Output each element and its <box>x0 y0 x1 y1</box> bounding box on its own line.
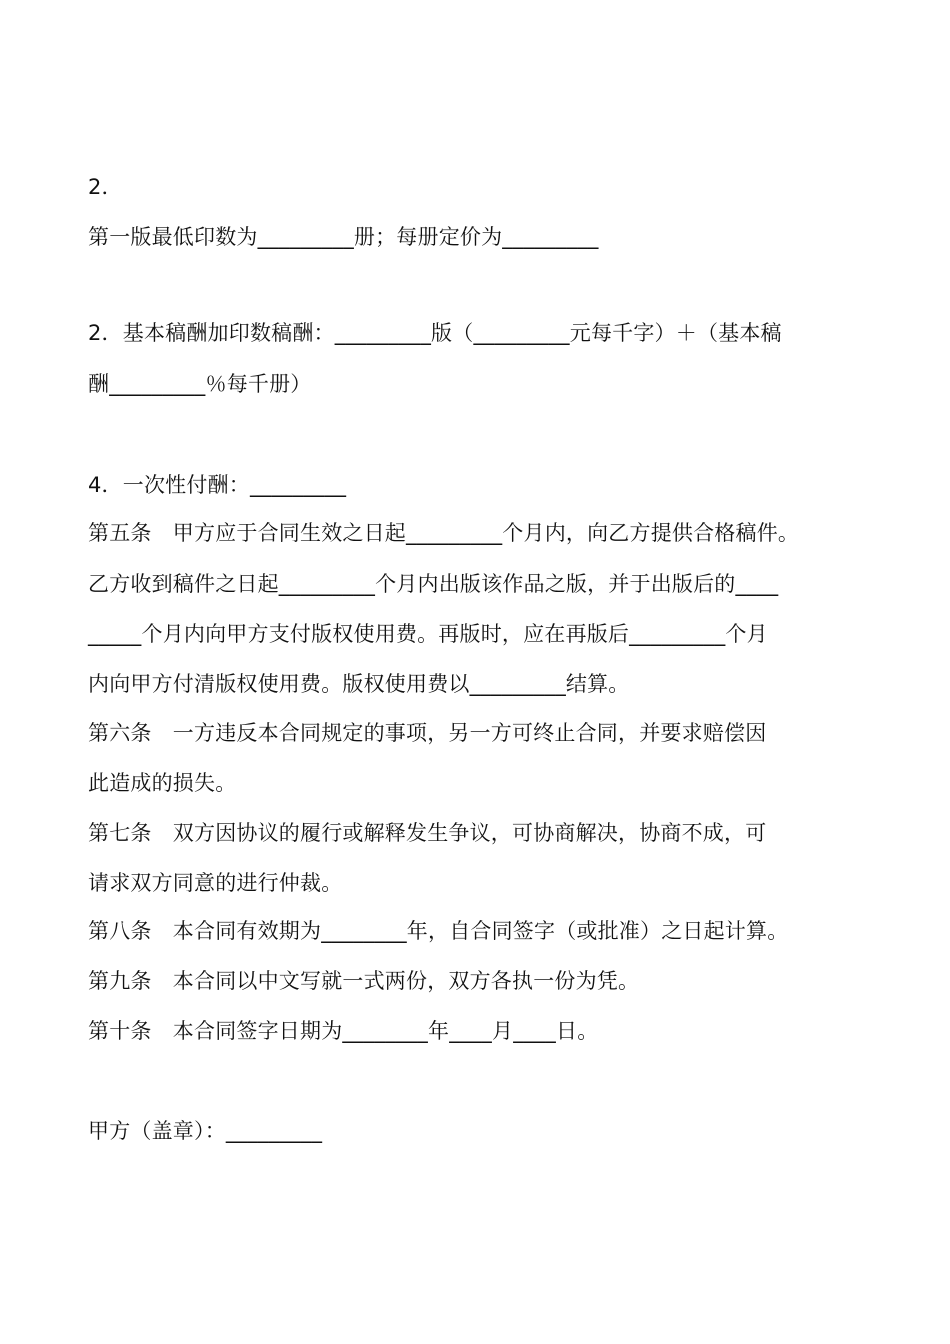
article-6-line-2: 此造成的损失。 <box>88 771 237 795</box>
lump-sum-payment-line: 4．一次性付酬：_________ <box>88 473 347 497</box>
article-7-line-1: 第七条 双方因协议的履行或解释发生争议，可协商解决，协商不成，可 <box>88 821 767 845</box>
article-5-line-3: _____个月内向甲方支付版权使用费。再版时，应在再版后_________个月 <box>88 622 768 646</box>
article-5-line-4: 内向甲方付清版权使用费。版权使用费以_________结算。 <box>88 672 630 696</box>
article-9-line: 第九条 本合同以中文写就一式两份，双方各执一份为凭。 <box>88 969 640 993</box>
royalty-line-1: 2．基本稿酬加印数稿酬：_________版（_________元每千字）＋（基本稿 <box>88 321 782 345</box>
article-6-line-1: 第六条 一方违反本合同规定的事项，另一方可终止合同，并要求赔偿因 <box>88 721 767 745</box>
article-5-line-1: 第五条 甲方应于合同生效之日起_________个月内，向乙方提供合格稿件。 <box>88 521 800 545</box>
clause-number-2: 2． <box>88 175 123 199</box>
article-8-line: 第八条 本合同有效期为________年，自合同签字（或批准）之日起计算。 <box>88 919 789 943</box>
first-edition-print-line: 第一版最低印数为_________册；每册定价为_________ <box>88 225 599 249</box>
article-7-line-2: 请求双方同意的进行仲裁。 <box>88 871 343 895</box>
article-10-line: 第十条 本合同签字日期为________年____月____日。 <box>88 1019 599 1043</box>
royalty-line-2: 酬_________％每千册） <box>88 372 312 396</box>
article-5-line-2: 乙方收到稿件之日起_________个月内出版该作品之版，并于出版后的____ <box>88 572 779 596</box>
party-a-seal-line: 甲方（盖章）：_________ <box>88 1119 323 1143</box>
